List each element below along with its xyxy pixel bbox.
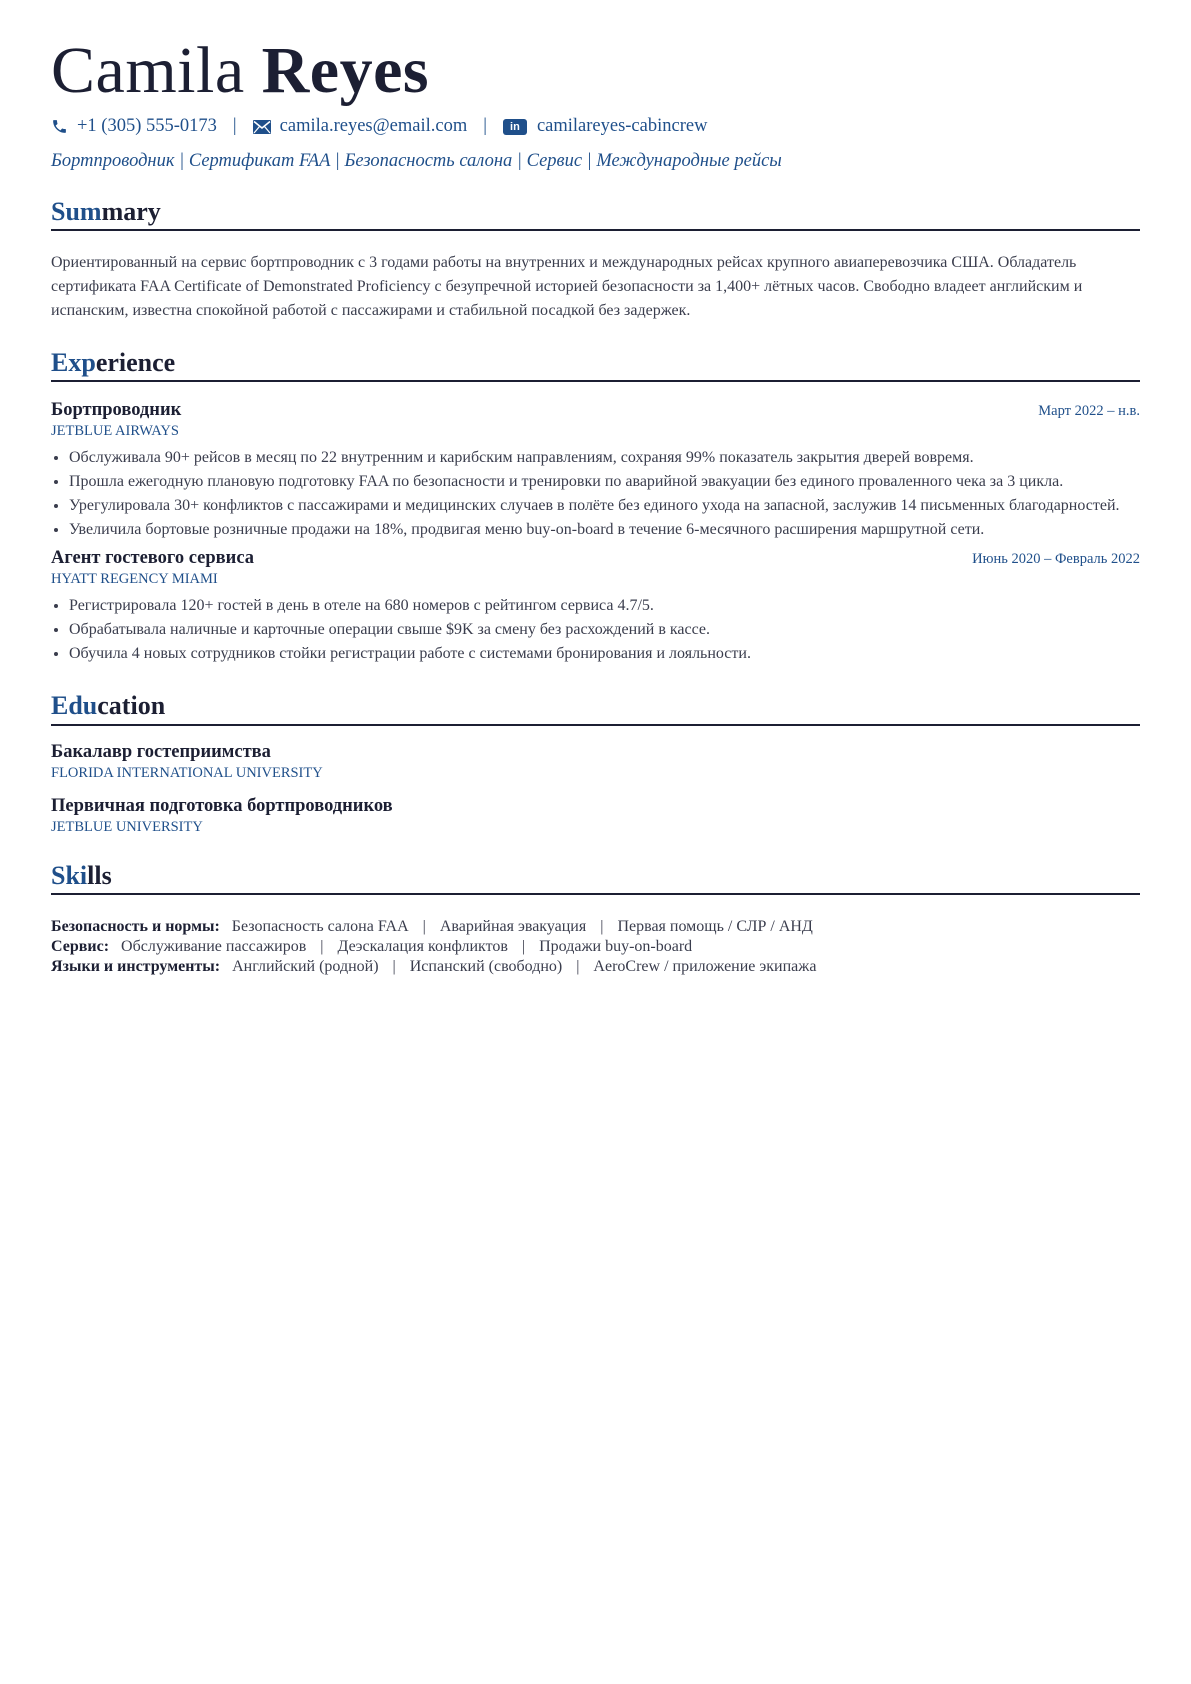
title-rest: erience	[95, 348, 176, 378]
job-dates: Июнь 2020 – Февраль 2022	[972, 551, 1140, 568]
phone-number[interactable]: +1 (305) 555-0173	[77, 116, 217, 136]
bullet-item: • Регистрировала 120+ гостей в день в отеле на 680 номеров с рейтингом сервиса 4.7/5.	[69, 594, 1140, 618]
skill-item: Аварийная эвакуация	[439, 917, 587, 935]
job-dates: Март 2022 – н.в.	[1038, 403, 1140, 420]
skill-category: Языки и инструменты:	[51, 957, 221, 975]
bullet-item: • Обслуживала 90+ рейсов в месяц по 22 внутренним и карибским направлениям, сохраняя 99% показатель закрытия дверей вовремя.	[69, 446, 1140, 470]
section-title-summary	[51, 196, 1140, 231]
skill-row	[51, 957, 1140, 977]
skills-list	[51, 917, 1140, 977]
phone-icon	[51, 118, 68, 135]
employer: HYATT REGENCY MIAMI	[51, 571, 218, 588]
skill-row	[51, 917, 1140, 937]
linkedin-link[interactable]: camilareyes-cabincrew	[536, 116, 708, 136]
institution: JETBLUE UNIVERSITY	[51, 818, 203, 835]
skill-separator: |	[422, 917, 426, 935]
last-name: Reyes	[261, 34, 430, 107]
bullet-item: • Обучила 4 новых сотрудников стойки регистрации работе с системами бронирования и лояльности.	[69, 642, 1140, 666]
skill-item: AeroCrew / приложение экипажа	[593, 957, 817, 975]
experience-section	[51, 347, 1140, 666]
linkedin-icon: in	[503, 119, 527, 135]
education-entry	[51, 796, 1140, 836]
skill-separator: |	[320, 937, 324, 955]
skill-item: Безопасность салона FAA	[231, 917, 409, 935]
skill-category: Сервис:	[51, 937, 110, 955]
skill-separator: |	[521, 937, 526, 955]
contact-separator: |	[232, 116, 237, 136]
skill-item: Английский (родной)	[232, 957, 379, 975]
skill-item: Испанский (свободно)	[409, 957, 563, 975]
job-entry	[51, 400, 1140, 542]
title-rest: mary	[101, 197, 161, 226]
skill-separator: |	[600, 917, 604, 935]
linkedin-item	[503, 116, 708, 137]
bullet-item: • Обрабатывала наличные и карточные операции свыше $9K за смену без расхождений в кассе.	[69, 618, 1140, 642]
title-accent: Ski	[51, 860, 88, 890]
job-bullets	[51, 446, 1140, 542]
bullet-item: • Увеличила бортовые розничные продажи на 18%, продвигая меню buy-on-board в течение 6-месячного расширения маршрутной сети.	[69, 518, 1140, 542]
phone-item	[51, 116, 217, 137]
bullet-item: • Урегулировала 30+ конфликтов с пассажирами и медицинских случаев в полёте без единого ухода на запасной, заслужив 14 письменных благодарностей.	[69, 494, 1140, 518]
skill-separator: |	[392, 957, 396, 975]
section-title-experience	[51, 347, 1140, 382]
headline-tagline: Бортпроводник | Сертификат FAA | Безопасность салона | Сервис | Международные рейсы	[51, 151, 782, 171]
title-accent: Sum	[51, 197, 102, 226]
skill-row	[51, 937, 1140, 957]
job-bullets	[51, 594, 1140, 666]
education-section	[51, 690, 1140, 835]
skill-separator: |	[576, 957, 580, 975]
summary-text: Ориентированный на сервис бортпроводник с 3 годами работы на внутренних и международных рейсах крупного авиаперевозчика США. Обладатель сертификата FAA Certificate of Demonstrated Proficiency с безупречной историей безопасности за 1,400+ лётных часов. Свободно владеет английским и испанским, известна спокойной работой с пассажирами и стабильной посадкой без задержек.	[51, 254, 1083, 320]
degree-title: Бакалавр гостеприимства	[51, 741, 271, 762]
employer: JETBLUE AIRWAYS	[51, 423, 179, 440]
education-entry	[51, 742, 1140, 782]
section-title-skills	[51, 860, 1140, 895]
job-title: Агент гостевого сервиса	[51, 548, 255, 569]
section-title-education	[51, 690, 1140, 725]
degree-title: Первичная подготовка бортпроводников	[51, 795, 393, 816]
title-rest: cation	[97, 691, 166, 721]
bullet-item: • Прошла ежегодную плановую подготовку FAA по безопасности и тренировки по аварийной эвакуации без единого проваленного чека за 3 цикла.	[69, 470, 1140, 494]
email-link[interactable]: camila.reyes@email.com	[279, 116, 468, 136]
title-accent: Edu	[51, 691, 98, 721]
email-item	[253, 116, 468, 137]
title-accent: Exp	[51, 348, 96, 378]
job-title: Бортпроводник	[51, 400, 182, 421]
skill-item: Первая помощь / СЛР / АНД	[617, 917, 813, 935]
first-name: Camila	[51, 34, 245, 107]
contact-line	[51, 116, 1140, 137]
job-entry	[51, 548, 1140, 666]
skill-item: Продажи buy-on-board	[539, 937, 693, 955]
title-rest: lls	[87, 860, 112, 890]
contact-separator: |	[483, 116, 487, 136]
candidate-name	[51, 34, 1140, 107]
skill-item: Обслуживание пассажиров	[121, 937, 307, 955]
summary-section	[51, 196, 1140, 323]
envelope-icon	[253, 120, 271, 134]
skills-section	[51, 860, 1140, 977]
institution: FLORIDA INTERNATIONAL UNIVERSITY	[51, 764, 323, 781]
skill-category: Безопасность и нормы:	[51, 917, 220, 935]
skill-item: Деэскалация конфликтов	[337, 937, 508, 955]
